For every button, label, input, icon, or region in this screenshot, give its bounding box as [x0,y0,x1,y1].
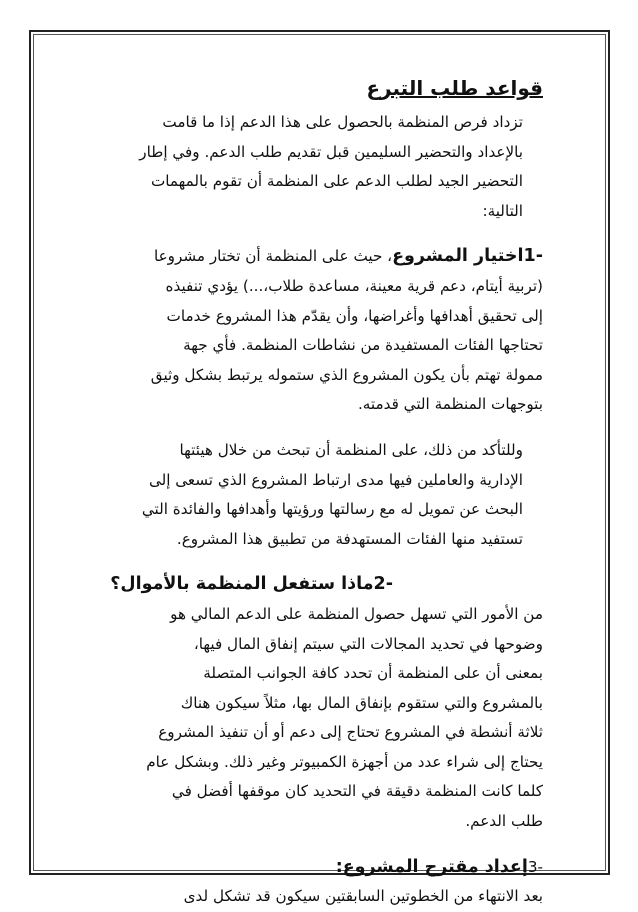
section1-line: تحتاجها الفئات المستفيدة من نشاطات المنظمة. فأي جهة [183,336,543,355]
section1-line: بتوجهات المنظمة التي قدمته. [357,395,543,414]
intro-line: تزداد فرص المنظمة بالحصول على هذا الدعم إذا ما قامت [162,113,523,131]
section1-para2-line: وللتأكد من ذلك، على المنظمة أن تبحث من خلال هيئتها [179,440,523,459]
spacer [40,226,543,242]
section2-paragraph [40,570,543,836]
section3-line: بعد الانتهاء من الخطوتين السابقتين سيكون قد تشكل لدى [183,887,543,906]
section2-heading-line [40,570,543,600]
section1-line: ممولة تهتم بأن يكون المشروع الذي ستموله يرتبط بشكل وثيق [150,365,543,384]
intro-paragraph [40,108,543,226]
section2-line: وضوحها في تحديد المجالات التي سيتم إنفاق المال فيها، [193,634,543,653]
section1-line: (تربية أيتام، دعم قرية معينة، مساعدة طلاب،...) يؤدي تنفيذه [165,276,543,295]
intro-line: بالإعداد والتحضير السليمين قبل تقديم طلب الدعم. وفي إطار [139,142,523,161]
document-title: قواعد طلب التبرع [366,76,543,100]
section2-line: يحتاج إلى شراء عدد من أجهزة الكمبيوتر وغير ذلك. وبشكل عام [146,752,543,771]
section1-heading: اختيار المشروع [392,246,524,267]
document-body [40,74,543,912]
section2-line: من الأمور التي تسهل حصول المنظمة على الدعم المالي هو [170,604,543,623]
section1-paragraph-2 [40,436,543,554]
section2-line: كلما كانت المنظمة دقيقة في التحديد كان موقفها أفضل في [171,782,543,801]
section1-heading-tail: ، حيث على المنظمة أن تختار مشروعا [153,247,393,266]
spacer [40,554,543,570]
section3-number: -3 [527,857,543,876]
section2-heading: ماذا ستفعل المنظمة بالأموال؟ [110,574,374,595]
section1-para2-line: الإدارية والعاملين فيها مدى ارتباط المشروع الذي تسعى إلى [148,470,523,489]
spacer [40,420,543,436]
section1-number: -1 [523,246,543,267]
spacer [40,837,543,853]
section1-para2-line: تستفيد منها الفئات المستهدفة من تطبيق هذا المشروع. [176,529,523,548]
section2-line: بالمشروع والتي ستقوم بإنفاق المال بها، مثلاً سيكون هناك [180,693,543,712]
section3-heading-line [40,853,543,883]
section1-heading-line [40,242,543,272]
section2-number: -2 [373,574,393,595]
section3-heading: إعداد مقترح المشروع: [335,856,528,877]
intro-line: التالية: [482,201,523,220]
intro-line: التحضير الجيد لطلب الدعم على المنظمة أن تقوم بالمهمات [150,172,523,191]
section1-para2-line: البحث عن تمويل له مع رسالتها ورؤيتها وأهدافها والفائدة التي [141,500,523,519]
section2-line: بمعنى أن على المنظمة أن تحدد كافة الجوانب المتصلة [203,664,543,683]
section1-line: إلى تحقيق أهدافها وأغراضها، وأن يقدّم هذا المشروع خدمات [166,306,543,325]
section2-line: ثلاثة أنشطة في المشروع تحتاج إلى دعم أو أن تنفيذ المشروع [158,723,543,742]
section1-paragraph [40,242,543,420]
section2-line: طلب الدعم. [465,812,543,831]
